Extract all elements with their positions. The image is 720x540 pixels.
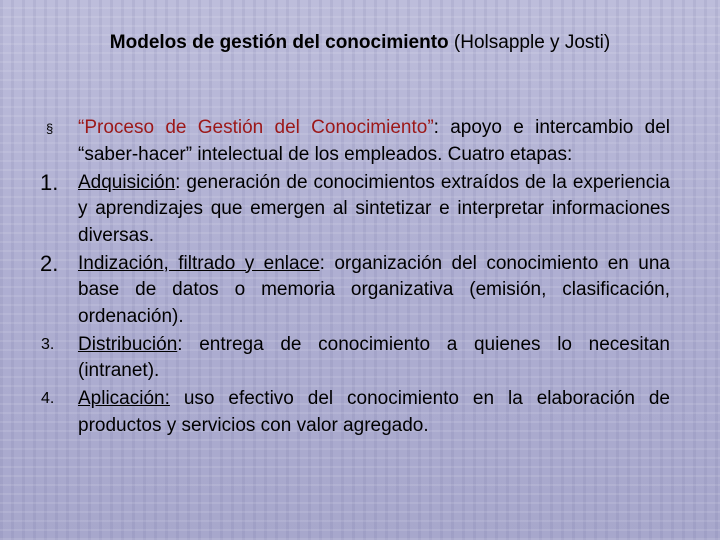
step-number: 4. bbox=[41, 390, 55, 407]
step-term: Aplicación: bbox=[78, 388, 170, 409]
intro-text: : apoyo e intercambio del “saber-hacer” intelectual de los empleados. Cuatro etapas: bbox=[78, 117, 670, 165]
step-item-4 bbox=[41, 386, 670, 439]
intro-paragraph bbox=[44, 115, 670, 168]
step-number: 3. bbox=[41, 335, 55, 353]
slide-body bbox=[40, 115, 670, 441]
step-item-3 bbox=[41, 332, 670, 385]
step-item-2 bbox=[40, 250, 670, 331]
step-term: Adquisición bbox=[78, 171, 176, 193]
step-number: 1. bbox=[40, 169, 59, 195]
title-main: Modelos de gestión del conocimiento bbox=[109, 32, 449, 53]
slide-title bbox=[0, 32, 720, 54]
intro-highlight: “Proceso de Gestión del Conocimiento” bbox=[78, 117, 434, 138]
step-item-1 bbox=[40, 169, 670, 250]
step-text: : organización del conocimiento en una base de datos o memoria organizativa (emisión, clasificación, ordenación). bbox=[78, 252, 670, 327]
step-number: 2. bbox=[40, 250, 59, 276]
square-bullet-icon: § bbox=[46, 121, 54, 136]
step-text: : generación de conocimientos extraídos de la experiencia y aprendizajes que emergen al sintetizar e interpretar informaciones diversas. bbox=[78, 171, 670, 246]
step-term: Indización, filtrado y enlace bbox=[78, 252, 320, 274]
step-text: uso efectivo del conocimiento en la elaboración de productos y servicios con valor agregado. bbox=[78, 388, 670, 436]
title-authors: (Holsapple y Josti) bbox=[448, 32, 611, 53]
step-term: Distribución bbox=[78, 333, 178, 355]
step-text: : entrega de conocimiento a quienes lo necesitan (intranet). bbox=[78, 333, 670, 381]
